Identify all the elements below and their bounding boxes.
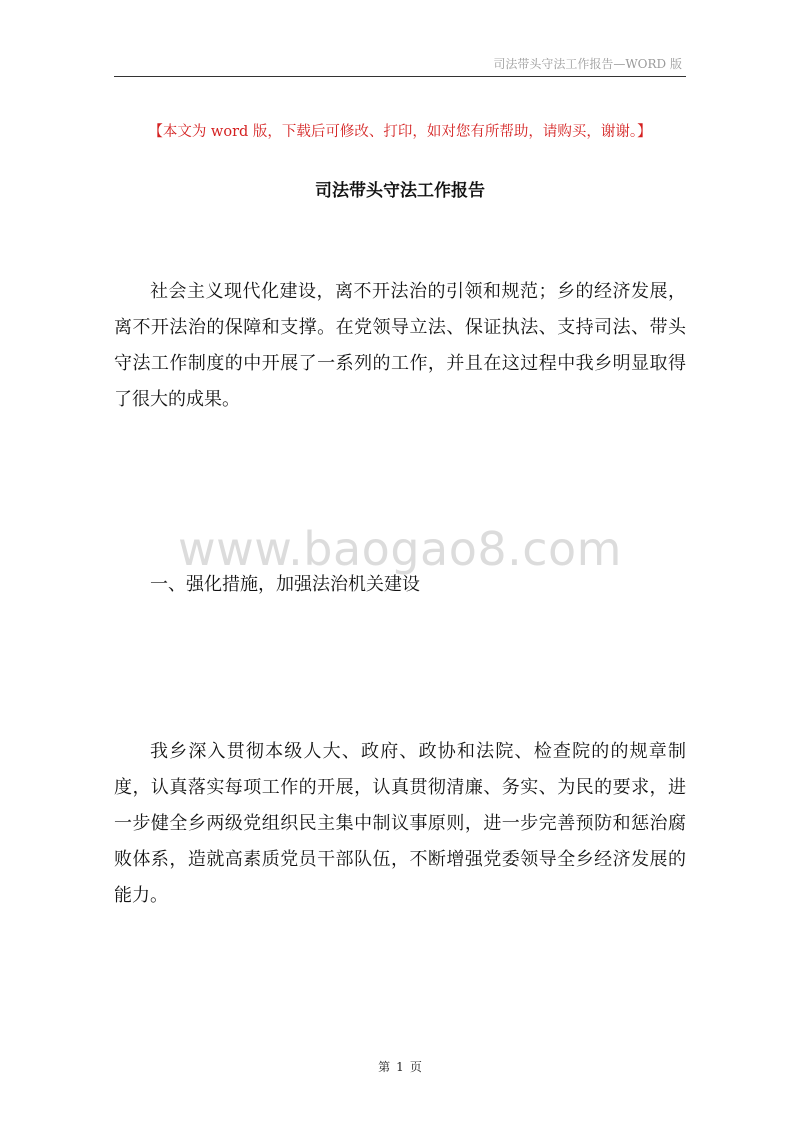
running-header: 司法带头守法工作报告—WORD 版: [493, 57, 682, 71]
page-number: 1: [396, 1060, 404, 1074]
footer-suffix: 页: [409, 1060, 422, 1074]
site-watermark: www.baogao8.com: [178, 522, 622, 576]
body-paragraph-2: 我乡深入贯彻本级人大、政府、政协和法院、检查院的的规章制度，认真落实每项工作的开展，认真贯彻清廉、务实、为民的要求，进一步健全乡两级党组织民主集中制议事原则，进一步完善预防和惩治腐败体系，造就高素质党员干部队伍，不断增强党委领导全乡经济发展的能力。: [114, 741, 686, 906]
body-paragraph-1: 社会主义现代化建设，离不开法治的引领和规范；乡的经济发展，离不开法治的保障和支撑。在党领导立法、保证执法、支持司法、带头守法工作制度的中开展了一系列的工作，并且在这过程中我乡明显取得了很大的成果。: [114, 281, 686, 410]
page-footer: [0, 1058, 800, 1075]
section-heading-1: 一、强化措施，加强法治机关建设: [150, 574, 420, 595]
purchase-notice: 【本文为 word 版，下载后可修改、打印，如对您有所帮助，请购买，谢谢。】: [148, 124, 652, 140]
document-title: 司法带头守法工作报告: [315, 181, 485, 201]
header-divider: [114, 76, 686, 77]
footer-prefix: 第: [378, 1060, 391, 1074]
